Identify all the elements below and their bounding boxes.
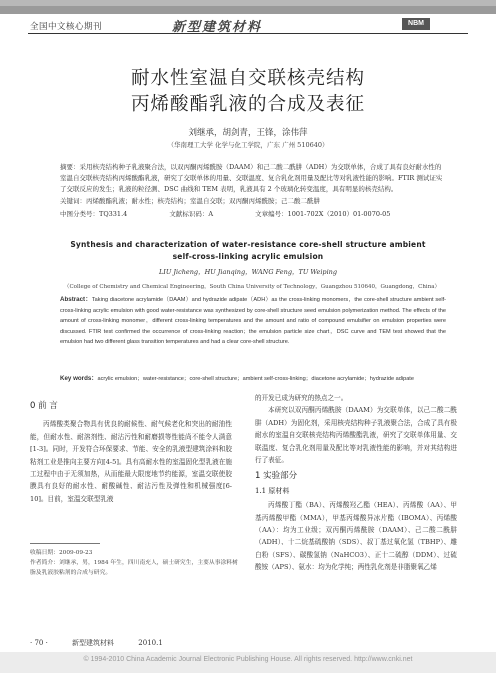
title-line-1: 耐水性室温自交联核壳结构	[130, 68, 365, 89]
section-0-title: 0 前 言	[30, 401, 58, 411]
section-1-title: 1 实验部分	[255, 471, 298, 482]
article-number: 文章编号：1001-702X（2010）01-0070-05	[255, 210, 391, 218]
page-footer	[30, 638, 185, 648]
title-line-2: 丙烯酸酯乳液的合成及表征	[130, 94, 365, 115]
section-1-1-title: 1.1 原材料	[255, 486, 290, 495]
english-title-line-2: self-cross-linking acrylic emulsion	[172, 252, 324, 261]
footer-journal-name: 新型建筑材料	[72, 639, 115, 647]
clc-number: 中图分类号：TQ331.4	[60, 210, 128, 218]
english-title-line-1: Synthesis and characterization of water-resistance core-shell structure ambient	[70, 240, 426, 249]
copyright-notice: © 1994-2010 China Academic Journal Electronic Publishing House. All rights reserved. http://www.cnki.net	[83, 656, 413, 663]
affiliation: （华南理工大学 化学与化工学院，广东 广州 510640）	[167, 141, 329, 149]
abstract-label: Abstract：	[60, 296, 92, 303]
header-rule	[28, 33, 468, 34]
continued-paragraph: 的开发已成为研究的热点之一。	[255, 394, 348, 402]
keywords-chinese: 关键词：丙烯酸酯乳液；耐水性；核壳结构；室温自交联；双丙酮丙烯酰胺；己二酸二酰肼	[60, 197, 320, 205]
classification-row	[60, 209, 444, 218]
english-authors: LIU Jicheng，HU Jianqing，WANG Feng，TU Weiping	[158, 268, 338, 276]
authors: 刘继承，胡剑青，王锋，涂伟萍	[188, 128, 308, 138]
received-date: 收稿日期：2009-09-23	[30, 550, 93, 556]
materials-paragraph: 丙烯酸丁酯（BA）、丙烯酸羟乙酯（HEA）、丙烯酸（AA）、甲基丙烯酸甲酯（MMA），甲基丙烯酸异冰片酯（IBOMA）、丙烯酸（AA）：均为工业级；双丙酮丙烯酰胺（DAAM）、己二酸二酰肼（ADH）、十二烷基硫酸钠（SDS）、叔丁基过氧化氢（TBHP）、雕白粉（SFS）、碳酸氢钠（NaHCO3）、正十二硫醇（DDM）、过硫酸铵（APS）、氨水：均为化学纯；两性乳化剂是非脂聚氧乙烯	[255, 501, 457, 572]
page-number: · 70 ·	[30, 639, 48, 647]
header-band-highlight	[0, 0, 496, 6]
journal-category: 全国中文核心期刊	[30, 22, 103, 32]
journal-logo: 新型建筑材料	[172, 20, 263, 35]
keywords-label: Key words：	[60, 375, 98, 382]
document-code: 文献标识码：A	[169, 210, 214, 218]
abstract-english	[60, 295, 446, 348]
right-column	[255, 392, 457, 574]
section-0-paragraph: 丙烯酸类聚合物具有优良的耐候性、耐气候老化和突出的耐油性能，但耐水性、耐溶剂性、耐沾污性和耐磨损等性能尚不能令人满意[1-3]。同时，开发符合环保要求、节能、安全的乳液型建筑涂料和胶粘剂工业是推向主要方向[4-5]。具有高耐水性的室温固化型乳液在施工过程中由于无须加热，从而能最大限度地节约能源，室温交联使胶膜具有良好的耐水性、耐酸碱性、耐沾污性及弹性和机械强度[6-10]。目前，室温交联型乳液	[30, 420, 232, 503]
abstract-english-text: Taking diacetone acrylamide（DAAM）and hydrazide adipate（ADH）as the cross-linking monomers，the core-shell structure ambient self-cross-linking acrylic emulsion with good water-resistance was synthesized by core-shell structure seed emulsion polymerization method. The effects of the amount of cross-linking monomer，different cross-linking temperatures and the amount and ratio of compound emulsifier on emulsion properties were discussed. FTIR test confirmed the occurrence of cross-linking reaction；the emulsion particle size chart，DSC curve and TEM test showed that the emulsion had two different glass transition temperatures and had a clear core-shell structure.	[60, 297, 446, 346]
keywords-english-text: acrylic emulsion；water-resistance；core-shell structure；ambient self-cross-linking；diacetone acrylamide；hydrazide adipate	[97, 376, 414, 382]
keywords-english	[60, 374, 446, 384]
nbm-badge: NBM	[402, 18, 430, 30]
english-affiliation: （College of Chemistry and Chemical Engineering，South China University of Technology，Guangzhou 510640，Guangdong，China）	[63, 284, 441, 290]
abstract-chinese: 摘要：采用核壳结构种子乳液聚合法，以双丙酮丙烯酰胺（DAAM）和己二酸二酰肼（ADH）为交联单体，合成了具有良好耐水性的室温自交联核壳结构丙烯酸酯乳液，研究了交联单体的用量、交联温度、复合乳化剂用量及配比等对乳液性能的影响。FTIR 测试证实了交联反应的发生；乳液的粒径测、DSC 曲线和 TEM 表明，乳液具有 2 个玻璃化转变温度，具有明显的核壳结构。	[60, 163, 443, 193]
footnote	[30, 548, 240, 578]
footnote-rule	[30, 543, 100, 544]
left-column	[30, 400, 232, 505]
author-bio: 作者简介：刘继承，男，1984 年生，四川南充人，硕士研究生，主要从事涂料树脂及乳液胶粘剂的合成与研究。	[30, 560, 238, 576]
footer-issue: 2010.1	[138, 639, 163, 647]
intro-paragraph-2: 本研究以双丙酮丙烯酰胺（DAAM）为交联单体，以己二酸二酰肼（ADH）为固化剂，采用核壳结构种子乳液聚合法，合成了具有极耐水的室温自交联核壳结构丙烯酸酯乳液，研究了交联单体用量、交联温度、复合乳化剂用量及配比等对乳液性能的影响，并对其结构进行了表征。	[255, 406, 457, 465]
